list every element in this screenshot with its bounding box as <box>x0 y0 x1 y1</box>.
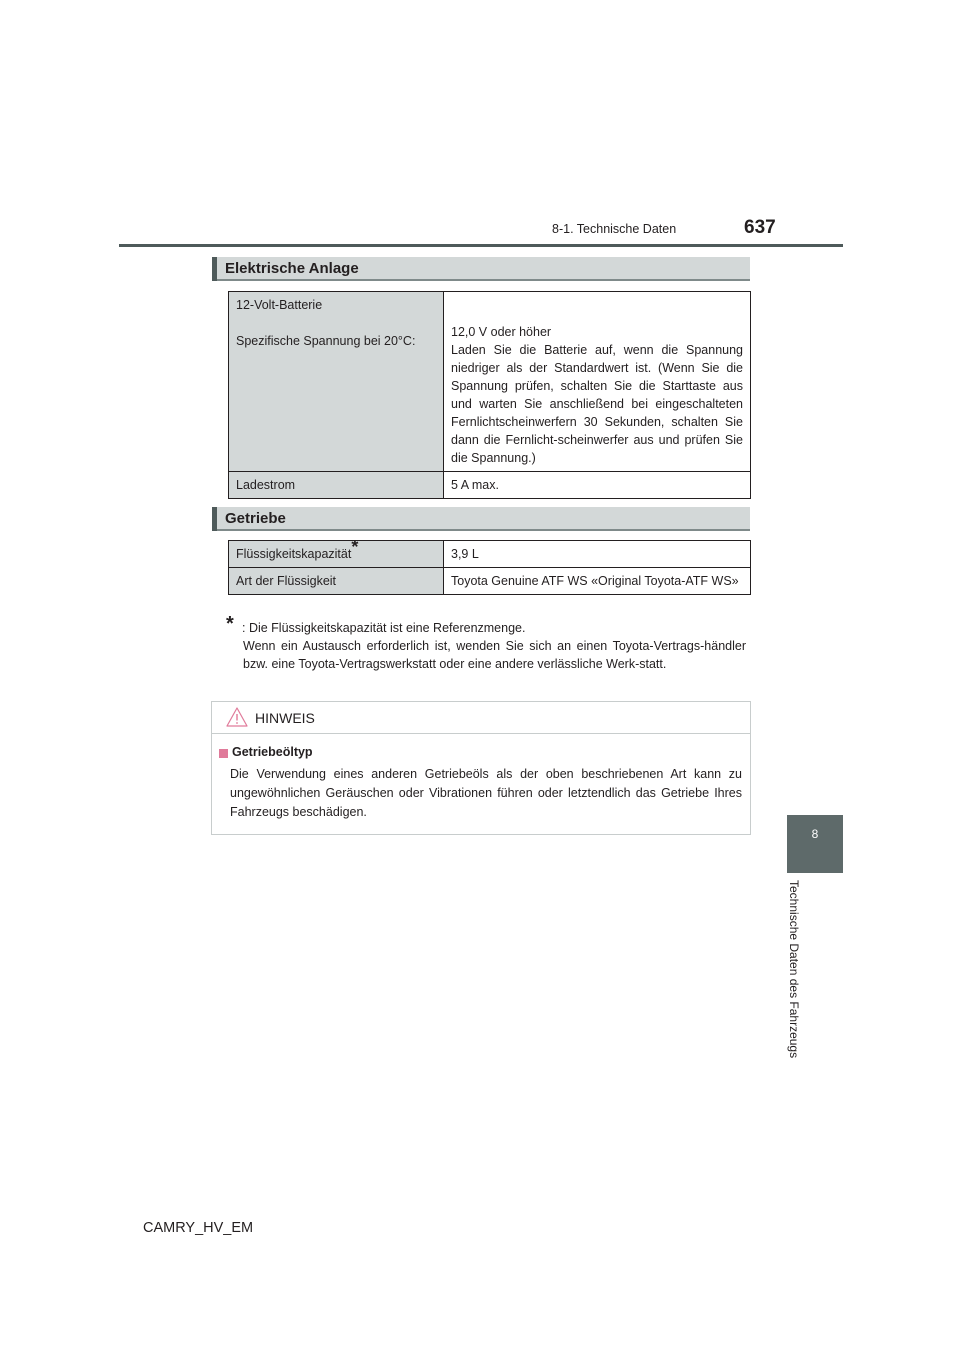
warning-triangle-icon <box>226 707 248 727</box>
running-header-section: 8-1. Technische Daten <box>552 222 677 236</box>
section-heading-text: Getriebe <box>225 510 286 527</box>
document-code: CAMRY_HV_EM <box>143 1220 254 1236</box>
footnote <box>226 613 746 673</box>
footnote-marker: * <box>351 537 359 557</box>
electrical-spec-table <box>228 291 751 499</box>
table-label-cell <box>229 292 444 472</box>
heading-accent-bar <box>212 257 217 281</box>
section-heading-getriebe <box>212 507 750 531</box>
notice-box <box>211 701 751 835</box>
table-row <box>229 568 751 595</box>
table-value-cell <box>444 292 751 472</box>
header-rule <box>119 244 843 247</box>
footnote-star: * <box>226 613 234 635</box>
voltage-instructions: Laden Sie die Batterie auf, wenn die Spannung niedriger als der Standardwert ist. (Wenn Sie die Spannung prüfen, schalten Sie die Starttaste aus und warten Sie anschließend bei eingeschalteten Fernlichtscheinwerfern 30 Sekunden, schalten Sie dann die Fernlicht-scheinwerfer aus und prüfen Sie die Spannung.) <box>451 343 743 465</box>
table-value-cell: Toyota Genuine ATF WS «Original Toyota-ATF WS» <box>444 568 751 595</box>
table-value-cell: 5 A max. <box>444 472 751 499</box>
table-label-cell: Art der Flüssigkeit <box>229 568 444 595</box>
chapter-tab <box>787 815 843 873</box>
section-heading-elektrische-anlage <box>212 257 750 281</box>
notice-subheading: Getriebeöltyp <box>232 745 313 759</box>
footnote-text: Wenn ein Austausch erforderlich ist, wenden Sie sich an einen Toyota-Vertrags-händler bzw. eine Toyota-Vertragswerkstatt oder eine andere verlässliche Werk-statt. <box>243 639 746 671</box>
chapter-number: 8 <box>811 827 819 841</box>
notice-body: Die Verwendung eines anderen Getriebeöls als der oben beschriebenen Art kann zu ungewöhnlichen Geräuschen oder Vibrationen führen oder letztendlich das Getriebe Ihres Fahrzeugs beschädigen. <box>230 767 742 819</box>
footnote-line: : Die Flüssigkeitskapazität ist eine Referenzmenge. <box>242 621 526 635</box>
table-label-cell: Ladestrom <box>229 472 444 499</box>
battery-label: 12-Volt-Batterie <box>236 298 323 312</box>
transmission-spec-table <box>228 537 751 595</box>
table-row <box>229 292 751 472</box>
page-number: 637 <box>744 217 776 238</box>
section-heading-text: Elektrische Anlage <box>225 260 359 277</box>
fluid-capacity-label: Flüssigkeitskapazität <box>236 547 352 561</box>
table-row <box>229 472 751 499</box>
chapter-label: Technische Daten des Fahrzeugs <box>787 880 801 1059</box>
notice-title: HINWEIS <box>255 710 315 726</box>
table-value-cell: 3,9 L <box>444 541 751 568</box>
chapter-label-container <box>787 880 805 1070</box>
table-label-cell <box>229 537 444 568</box>
table-row <box>229 541 751 568</box>
voltage-label: Spezifische Spannung bei 20°C: <box>236 334 416 348</box>
bullet-square-icon <box>219 749 228 758</box>
voltage-value: 12,0 V oder höher <box>451 325 552 339</box>
heading-accent-bar <box>212 507 217 531</box>
notice-header <box>212 702 750 734</box>
